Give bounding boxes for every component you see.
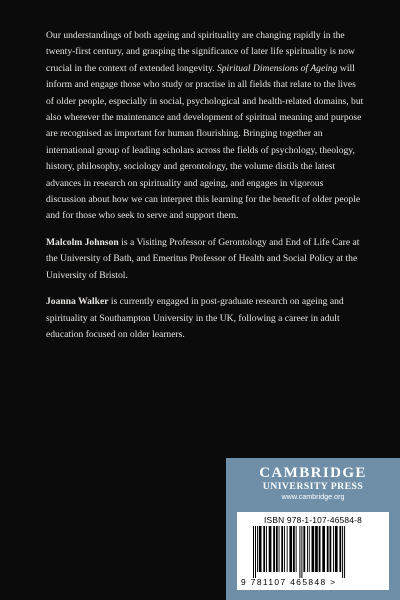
- barcode-bar: [335, 526, 338, 572]
- barcode-bar: [273, 526, 275, 572]
- barcode-bar: [315, 526, 318, 572]
- barcode-digits: 9 781107 465848 >: [241, 577, 337, 587]
- barcode-bar: [344, 526, 345, 578]
- barcode-bar: [289, 526, 292, 572]
- blurb: [46, 28, 364, 353]
- barcode-bar: [253, 526, 254, 578]
- barcode-bar: [279, 526, 280, 572]
- isbn-label: ISBN 978-1-107-46584-8: [264, 515, 362, 525]
- publisher-logo: [226, 466, 400, 501]
- barcode-bar: [269, 526, 272, 572]
- barcode-bar: [309, 526, 310, 572]
- barcode-bar: [307, 526, 308, 572]
- barcode-bar: [284, 526, 285, 572]
- description-paragraph: [46, 28, 364, 225]
- barcode-bar: [342, 526, 343, 578]
- author-name-1: Malcolm Johnson: [46, 236, 119, 248]
- publisher-subname: UNIVERSITY PRESS: [262, 481, 364, 492]
- barcode-bar: [287, 526, 288, 572]
- description-rest: will inform and engage those who study or practise in all fields that relate to the lives of older people, especially in social, psychological and health-related domains, but also wherever the maintenance and development of spiritual meaning and purpose are recognised as important for human flourishing. Bringing together an international group of leading scholars across the fields of psychology, theology, history, philosophy, sociology and gerontology, the volume distils the latest advances in research on spirituality and ageing, and engages in vigorous discussion about how we can interpret this learning for the benefit of older people and for those who seek to serve and support them.: [46, 62, 364, 222]
- barcode-graphic: [251, 526, 375, 578]
- author-name-2: Joanna Walker: [46, 296, 109, 308]
- barcode-bar: [296, 526, 297, 572]
- barcode-bar: [263, 526, 265, 572]
- barcode-bar: [301, 526, 302, 578]
- author-bio-2: [46, 294, 364, 343]
- isbn-barcode-box: [237, 512, 389, 590]
- barcode-bar: [330, 526, 332, 572]
- publisher-name: CAMBRIDGE: [259, 465, 367, 481]
- barcode-bar: [303, 526, 305, 572]
- barcode-bar: [299, 526, 300, 578]
- publisher-url: www.cambridge.org: [281, 492, 345, 501]
- barcode-bar: [322, 526, 325, 572]
- barcode-bar: [281, 526, 283, 572]
- barcode-bar: [327, 526, 329, 572]
- barcode-bar: [293, 526, 295, 572]
- barcode-bar: [259, 526, 262, 572]
- book-title: Spiritual Dimensions of Ageing: [216, 62, 338, 74]
- barcode-bar: [276, 526, 278, 572]
- barcode-bar: [312, 526, 315, 572]
- barcode-bar: [339, 526, 341, 572]
- barcode-bar: [266, 526, 267, 572]
- barcode-bar: [333, 526, 334, 572]
- author-bio-text-1: is a Visiting Professor of Gerontology and End of Life Care at the University of Bath, and Emeritus Professor of Health and Social Policy at the University of Bristol.: [46, 236, 360, 281]
- barcode-bar: [257, 526, 258, 572]
- author-bio-text-2: is currently engaged in post-graduate research on ageing and spirituality at Southampton University in the UK, following a career in adult education focused on older learners.: [46, 296, 344, 340]
- barcode-bar: [319, 526, 321, 572]
- description-intro: Our understandings of both ageing and spirituality are changing rapidly in the twenty-first century, and grasping the significance of later life spirituality is now crucial in the context of extended longevity.: [46, 30, 355, 74]
- barcode-bar: [255, 526, 256, 578]
- publisher-panel: [226, 458, 400, 600]
- author-bio-1: [46, 235, 364, 284]
